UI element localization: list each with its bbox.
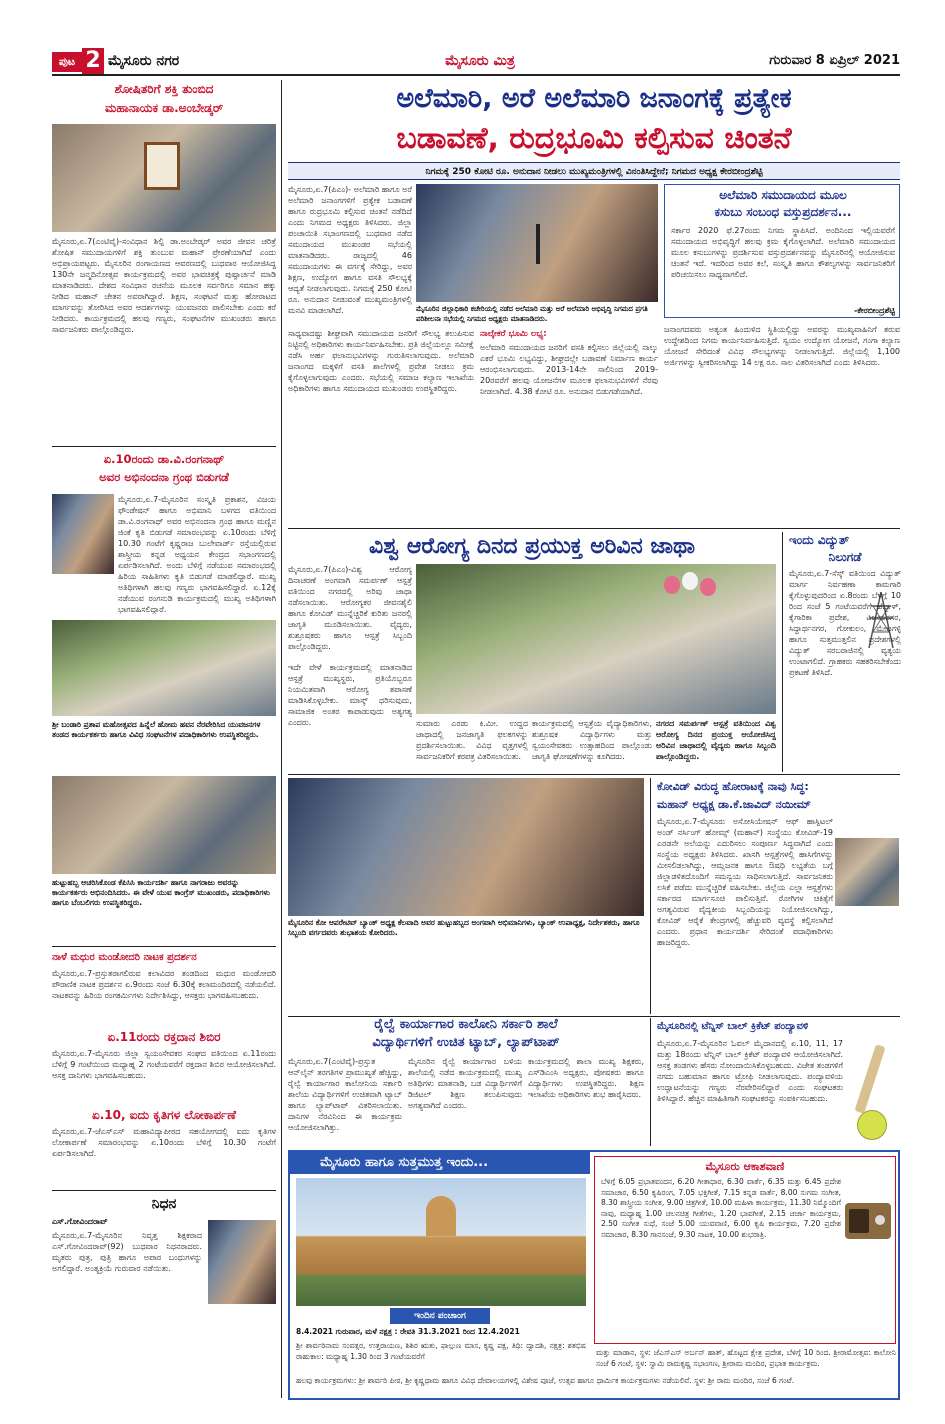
group-birthday-photo <box>288 778 644 916</box>
health-body-1: ಮೈಸೂರು,ಏ.7(ಪಿಎಂ)-ವಿಶ್ವ ಆರೋಗ್ಯ ದಿನಾಚರಣೆ ಅಂಗವಾಗಿ ಸಮರ್ಪಣ್ ಆಸ್ಪತ್ರೆ ವತಿಯಿಂದ ನಗರದಲ್ಲಿ ಅರಿವು ಜಾಥಾ ನಡೆಸಲಾಯಿತು. ಆರೋಗ್ಯಕರ ಜೀವನಶೈಲಿ ಹಾಗೂ ಕೋವಿಡ್ ಮುನ್ನೆಚ್ಚರಿಕೆ ಕುರಿತು ಜನರಲ್ಲಿ ಜಾಗೃತಿ ಮೂಡಿಸಲಾಯಿತು. ವೈದ್ಯರು, ಶುಶ್ರೂಷಕರು ಹಾಗೂ ಆಸ್ಪತ್ರೆ ಸಿಬ್ಬಂದಿ ಪಾಲ್ಗೊಂಡಿದ್ದರು. <box>288 565 412 651</box>
lead-body-3: ಅಲೆಮಾರಿ ಸಮುದಾಯದ ಜನರಿಗೆ ವಸತಿ ಕಲ್ಪಿಸಲು ಜಿಲ್ಲೆಯಲ್ಲಿ ನಾಲ್ಕು ಎಕರೆ ಭೂಮಿ ಲಭ್ಯವಿದ್ದು, ಶೀಘ್ರದಲ್ಲೇ ಬಡಾವಣೆ ನಿರ್ಮಾಣ ಕಾರ್ಯ ಆರಂಭಿಸಲಾಗುವುದು. 2013-14ನೇ ಸಾಲಿನಿಂದ 2019-20ರವರೆಗೆ ಹಲವು ಯೋಜನೆಗಳ ಮೂಲಕ ಫಲಾನುಭವಿಗಳಿಗೆ ನೆರವು ನೀಡಲಾಗಿದೆ. 4.38 ಕೋಟಿ ರೂ. ಅನುದಾನ ಬಿಡುಗಡೆಯಾಗಿದೆ. <box>480 343 658 396</box>
story-drama-body: ಮೈಸೂರು,ಏ.7-ಪ್ರಸ್ತುತರಾಗಲಿರುವ ಕಲಾವಿದರ ತಂಡದಿಂದ ಮಧುರ ಮಂಡೋದರಿ ಪೌರಾಣಿಕ ನಾಟಕ ಪ್ರದರ್ಶನ ಏ.9ರಂದು ಸಂಜೆ 6.30ಕ್ಕೆ ಕಲಾಮಂದಿರದಲ್ಲಿ ನಡೆಯಲಿದೆ. ನಾಟಕವನ್ನು ಹಿರಿಯ ರಂಗಕರ್ಮಿಗಳು ನಿರ್ದೇಶಿಸಿದ್ದು, ಆಸಕ್ತರು ಭಾಗವಹಿಸಬಹುದು. <box>52 969 276 1000</box>
story-ranganath-title-line1: ಏ.10ರಂದು ಡಾ.ವಿ.ರಂಗನಾಥ್ <box>103 452 225 466</box>
ranganath-photo <box>52 494 114 574</box>
lead-body-4: ಜನಾಂಗದವರು ಅತ್ಯಂತ ಹಿಂದುಳಿದ ಸ್ಥಿತಿಯಲ್ಲಿದ್ದು ಅವರನ್ನು ಮುಖ್ಯವಾಹಿನಿಗೆ ತರುವ ಉದ್ದೇಶದಿಂದ ನಿಗಮ ಕಾರ್ಯನಿರ್ವಹಿಸುತ್ತಿದೆ. ಸ್ವಯಂ ಉದ್ಯೋಗ ಯೋಜನೆ, ಗಂಗಾ ಕಲ್ಯಾಣ ಯೋಜನೆ ಸೇರಿದಂತೆ ವಿವಿಧ ಸೌಲಭ್ಯಗಳನ್ನು ನೀಡಲಾಗುತ್ತಿದೆ. ಜಿಲ್ಲೆಯಲ್ಲಿ 1,100 ಅರ್ಜಿಗಳನ್ನು ಸ್ವೀಕರಿಸಲಾಗಿದ್ದು 14 ಲಕ್ಷ ರೂ. ಸಾಲ ವಿತರಿಸಲಾಗಿದೆ ಎಂದು ತಿಳಿಸಿದರು. <box>664 325 900 367</box>
covid-portrait-photo <box>835 838 899 906</box>
exhibition-signature: -ಕೇರಬೀಂದ್ರಶೆಟ್ಟಿ <box>853 306 895 315</box>
story-ranganath-title <box>52 450 276 488</box>
exhibition-box <box>664 184 900 318</box>
balloon-icon <box>664 576 680 594</box>
today-events: ಮತ್ತು ಮಾಡಾನ, ಸ್ಥಳ: ಜೆಎಸ್‌ಎಸ್ ಅರ್ಬನ್ ಹಾತ್, ಹೊಟ್ಟದ ಕ್ಷೇತ್ರ ಪ್ರದೇಶ, ಬೆಳಿಗ್ಗೆ 10 ರಿಂದ. ಶ್ರೀರಾಮೋತ್ಸವ: ಕಾಲೋನಿ ಸಂಜೆ 6 ಗಂಟೆ, ಸ್ಥಳ: ಸ್ವಾಮಿ ರಾಮಕೃಷ್ಣ ಸಭಾಂಗಣ, ಶ್ರೀರಾಮ ಮಂದಿರ, ಪ್ರಭಾತ ಕಾರ್ಯಕ್ರಮ. <box>596 1348 896 1368</box>
mysore-palace-photo <box>296 1178 586 1306</box>
birthday-photo <box>52 776 276 874</box>
story-drama-title: ನಾಳೆ ಮಧುರ ಮಂಡೋದರಿ ನಾಟಕ ಪ್ರದರ್ಶನ <box>52 952 197 963</box>
lead-headline-line2: ಬಡಾವಣೆ, ರುದ್ರಭೂಮಿ ಕಲ್ಪಿಸುವ ಚಿಂತನೆ <box>396 121 792 156</box>
cricket-body: ಮೈಸೂರು,ಏ.7-ಮೈಸೂರಿನ ಓವಲ್ ಮೈದಾನದಲ್ಲಿ ಏ.10, 11, 17 ಮತ್ತು 18ರಂದು ಟೆನ್ನಿಸ್ ಬಾಲ್ ಕ್ರಿಕೆಟ್ ಪಂದ್ಯಾವಳಿ ಆಯೋಜಿಸಲಾಗಿದೆ. ಆಸಕ್ತ ತಂಡಗಳು ಹೆಸರು ನೋಂದಾಯಿಸಿಕೊಳ್ಳಬಹುದು. ವಿಜೇತ ತಂಡಗಳಿಗೆ ನಗದು ಬಹುಮಾನ ಹಾಗೂ ಟ್ರೋಫಿ ನೀಡಲಾಗುವುದು. ಪಂದ್ಯಾವಳಿಯ ಉದ್ಘಾಟನೆಯನ್ನು ಗಣ್ಯರು ನೆರವೇರಿಸಲಿದ್ದಾರೆ ಎಂದು ಸಂಘಟಕರು ತಿಳಿಸಿದ್ದಾರೆ. ಹೆಚ್ಚಿನ ಮಾಹಿತಿಗಾಗಿ ಸಂಘಟಕರನ್ನು ಸಂಪರ್ಕಿಸಬಹುದು. <box>657 1039 843 1103</box>
story-blood-body: ಮೈಸೂರು,ಏ.7-ಮೈಸೂರು ಜಿಲ್ಲಾ ಸ್ವಯಂಸೇವಕರ ಸಂಘದ ವತಿಯಿಂದ ಏ.11ರಂದು ಬೆಳಿಗ್ಗೆ 9 ಗಂಟೆಯಿಂದ ಮಧ್ಯಾಹ್ನ 2 ಗಂಟೆಯವರೆಗೆ ರಕ್ತದಾನ ಶಿಬಿರ ಆಯೋಜಿಸಲಾಗಿದೆ. ಆಸಕ್ತ ದಾನಿಗಳು ಭಾಗವಹಿಸಬಹುದು. <box>52 1049 276 1080</box>
exhibition-title-line2: ಕಸುಬು ಸಂಬಂಧ ವಸ್ತುಪ್ರದರ್ಶನ... <box>714 205 852 219</box>
railway-body-3: ಕಾರ್ಯಕ್ರಮದಲ್ಲಿ ಶಾಲಾ ಮುಖ್ಯ ಶಿಕ್ಷಕರು, ಎಸ್‌ಡಿಎಂಸಿ ಅಧ್ಯಕ್ಷರು, ಪೋಷಕರು ಹಾಗೂ ವಿದ್ಯಾರ್ಥಿಗಳು ಉಪಸ್ಥಿತರಿದ್ದರು. ಶಿಕ್ಷಣ ಇಲಾಖೆಯ ಅಧಿಕಾರಿಗಳು ಶುಭ ಹಾರೈಸಿದರು. <box>528 1057 644 1099</box>
health-headline: ವಿಶ್ವ ಆರೋಗ್ಯ ದಿನದ ಪ್ರಯುಕ್ತ ಅರಿವಿನ ಜಾಥಾ <box>369 534 695 559</box>
power-body: ಮೈಸೂರು,ಏ.7-ಸೆಸ್ಕ್ ವತಿಯಿಂದ ವಿದ್ಯುತ್ ಮಾರ್ಗ ನಿರ್ವಹಣಾ ಕಾಮಗಾರಿ ಕೈಗೊಳ್ಳುವುದರಿಂದ ಏ.8ರಂದು ಬೆಳಿಗ್ಗೆ 10 ರಿಂದ ಸಂಜೆ 5 ಗಂಟೆಯವರೆಗೆ ಹೆಬ್ಬಾಳ್, ಕೈಗಾರಿಕಾ ಪ್ರದೇಶ, ವಿಜಯನಗರ, ಸಿದ್ಧಾರ್ಥನಗರ, ಗೋಕುಲಂ, ಮೇಟಗಳ್ಳಿ ಹಾಗೂ ಸುತ್ತಮುತ್ತಲಿನ ಪ್ರದೇಶಗಳಲ್ಲಿ ವಿದ್ಯುತ್ ಸರಬರಾಜಿನಲ್ಲಿ ವ್ಯತ್ಯಯ ಉಂಟಾಗಲಿದೆ. ಗ್ರಾಹಕರು ಸಹಕರಿಸಬೇಕೆಂದು ಪ್ರಕಟಣೆ ತಿಳಿಸಿದೆ. <box>789 569 901 677</box>
radio-dial-icon <box>875 1215 885 1225</box>
column-rule <box>281 80 282 1398</box>
health-body-4: ಕಾರ್ಯಕ್ರಮದಲ್ಲಿ ಆಸ್ಪತ್ರೆಯ ವೈದ್ಯಾಧಿಕಾರಿಗಳು, ಶುಶ್ರೂಷಕ ವಿದ್ಯಾರ್ಥಿಗಳು ಮತ್ತು ಸ್ವಯಂಸೇವಕರು ಉತ್ಸಾಹದಿಂದ ಪಾಲ್ಗೊಂಡು ಜಾಗೃತಿ ಘೋಷಣೆಗಳನ್ನು ಕೂಗಿದರು. <box>532 719 652 761</box>
railway-story <box>288 1018 644 1146</box>
birthday-caption: ಹುಟ್ಟುಹಬ್ಬ ಆಚರಿಸಿಕೊಂಡ ಕೆಪಿಸಿಸಿ ಕಾರ್ಯದರ್ಶಿ ಹಾಗೂ ನಾಗರಾಜು ಅವರನ್ನು ಕಾರ್ಯಕರ್ತರು ಅಭಿನಂದಿಸಿದರು. ಈ ವೇಳೆ ಯುವ ಕಾಂಗ್ರೆಸ್ ಮುಖಂಡರು, ಪದಾಧಿಕಾರಿಗಳು ಹಾಗೂ ಬೆಂಬಲಿಗರು ಉಪಸ್ಥಿತರಿದ್ದರು. <box>52 878 270 907</box>
microphone-icon <box>536 224 540 264</box>
balloon-icon <box>682 572 698 590</box>
railway-title <box>288 1016 644 1052</box>
covid-body: ಮೈಸೂರು,ಏ.7-ಮೈಸೂರು ಅಸೋಸಿಯೇಷನ್ ಆಫ್ ಹಾಸ್ಪಿಟಲ್ ಅಂಡ್ ನರ್ಸಿಂಗ್ ಹೋಮ್ಸ್ (ಮಹಾನ್) ಸಂಸ್ಥೆಯು ಕೋವಿಡ್-19 ಎರಡನೇ ಅಲೆಯನ್ನು ಎದುರಿಸಲು ಸಂಪೂರ್ಣ ಸಿದ್ಧವಾಗಿದೆ ಎಂದು ಸಂಸ್ಥೆಯ ಅಧ್ಯಕ್ಷರು ತಿಳಿಸಿದರು. ಖಾಸಗಿ ಆಸ್ಪತ್ರೆಗಳಲ್ಲಿ ಹಾಸಿಗೆಗಳನ್ನು ಮೀಸಲಿಡಲಾಗಿದ್ದು, ಆಮ್ಲಜನಕ ಹಾಗೂ ಔಷಧಿ ಲಭ್ಯತೆಯ ಬಗ್ಗೆ ಜಿಲ್ಲಾಡಳಿತದೊಂದಿಗೆ ಸಮನ್ವಯ ಸಾಧಿಸಲಾಗುತ್ತಿದೆ. ಸಾರ್ವಜನಿಕರು ಲಸಿಕೆ ಪಡೆದು ಮುನ್ನೆಚ್ಚರಿಕೆ ವಹಿಸಬೇಕು. ಜಿಲ್ಲೆಯ ಎಲ್ಲಾ ಆಸ್ಪತ್ರೆಗಳು ಸರ್ಕಾರದ ಮಾರ್ಗಸೂಚಿ ಪಾಲಿಸುತ್ತಿವೆ. ರೋಗಿಗಳ ಚಿಕಿತ್ಸೆಗೆ ಅಗತ್ಯವಿರುವ ವೈದ್ಯಕೀಯ ಸಿಬ್ಬಂದಿಯನ್ನು ನಿಯೋಜಿಸಲಾಗಿದ್ದು, ಕೋವಿಡ್ ಆರೈಕೆ ಕೇಂದ್ರಗಳಲ್ಲಿ ಹೆಚ್ಚುವರಿ ವ್ಯವಸ್ಥೆ ಕಲ್ಪಿಸಲಾಗಿದೆ ಎಂದರು. ಪ್ರಧಾನ ಕಾರ್ಯದರ್ಶಿ ಸೇರಿದಂತೆ ಪದಾಧಿಕಾರಿಗಳು ಹಾಜರಿದ್ದರು. <box>657 817 833 947</box>
divider <box>52 446 276 447</box>
issue-date: ಗುರುವಾರ 8 ಏಪ್ರಿಲ್ 2021 <box>769 53 900 68</box>
divider <box>52 1190 276 1191</box>
story-ambedkar-title <box>52 80 276 120</box>
section-rule <box>288 774 900 775</box>
railway-body-1: ಮೈಸೂರು,ಏ.7(ಎಂಟಿವೈ)-ಪ್ರಸ್ತುತ ಆನ್‌ಲೈನ್ ತರಗತಿಗಳ ಪ್ರಾಮುಖ್ಯತೆ ಹೆಚ್ಚಿದ್ದು, ರೈಲ್ವೆ ಕಾರ್ಯಾಗಾರ ಕಾಲೋನಿಯ ಸರ್ಕಾರಿ ಶಾಲೆಯ ವಿದ್ಯಾರ್ಥಿಗಳಿಗೆ ಉಚಿತವಾಗಿ ಟ್ಯಾಬ್ ಹಾಗೂ ಲ್ಯಾಪ್‌ಟಾಪ್ ವಿತರಿಸಲಾಯಿತು. ದಾನಿಗಳ ನೆರವಿನಿಂದ ಈ ಕಾರ್ಯಕ್ರಮ ಆಯೋಜಿಸಲಾಗಿತ್ತು. <box>288 1057 402 1132</box>
portrait-frame-icon <box>144 142 180 190</box>
radio-body: ಬೆಳಿಗ್ಗೆ 6.05 ಪ್ರಭಾತವಂದನ, 6.20 ಗೀತಾಧಾರ, 6.30 ವಾರ್ತೆ, 6.35 ಮತ್ತು 6.45 ಪ್ರದೇಶ ಸಮಾಚಾರ, 6.50 ಕೃಷಿರಂಗ, 7.05 ಭಕ್ತಿಗೀತೆ, 7.15 ಕನ್ನಡ ವಾರ್ತೆ, 8.00 ಸುಗಮ ಸಂಗೀತ, 8.30 ಶಾಸ್ತ್ರೀಯ ಸಂಗೀತ, 9.00 ಚಿತ್ರಗೀತೆ, 10.00 ಮಹಿಳಾ ಕಾರ್ಯಕ್ರಮ, 11.30 ನಿಮ್ಮೊಂದಿಗೆ ನಾವು, ಮಧ್ಯಾಹ್ನ 1.00 ಚಲನಚಿತ್ರ ಗೀತೆಗಳು, 1.20 ಭಾವಗೀತೆ, 2.15 ಚರ್ಚಾ ಕಾರ್ಯಕ್ರಮ, 2.50 ಸಂಗೀತ ಸುಧೆ, ಸಂಜೆ 5.00 ಯುವವಾಣಿ, 6.00 ಕೃಷಿ ಕಾರ್ಯಕ್ರಮ, 7.20 ಪ್ರದೇಶ ಸಮಾಚಾರ, 8.30 ಗಾನಸಂಜೆ, 9.30 ನಾಟಕ, 10.00 ಶುಭರಾತ್ರಿ. <box>601 1177 841 1239</box>
lead-body-1: ಮೈಸೂರು,ಏ.7(ಪಿಎಂ)- ಅಲೆಮಾರಿ ಹಾಗೂ ಅರೆ ಅಲೆಮಾರಿ ಜನಾಂಗಗಳಿಗೆ ಪ್ರತ್ಯೇಕ ಬಡಾವಣೆ ಹಾಗೂ ರುದ್ರಭೂಮಿ ಕಲ್ಪಿಸುವ ಚಿಂತನೆ ನಡೆದಿದೆ ಎಂದು ನಿಗಮದ ಅಧ್ಯಕ್ಷರು ತಿಳಿಸಿದರು. ಜಿಲ್ಲಾ ಪಂಚಾಯಿತಿ ಸಭಾಂಗಣದಲ್ಲಿ ಬುಧವಾರ ನಡೆದ ಸಮುದಾಯದ ಮುಖಂಡರ ಸಭೆಯಲ್ಲಿ ಮಾತನಾಡಿದರು. ರಾಜ್ಯದಲ್ಲಿ 46 ಸಮುದಾಯಗಳು ಈ ವರ್ಗಕ್ಕೆ ಸೇರಿದ್ದು, ಅವರ ಶಿಕ್ಷಣ, ಉದ್ಯೋಗ ಹಾಗೂ ವಸತಿ ಸೌಲಭ್ಯಕ್ಕೆ ಆದ್ಯತೆ ನೀಡಲಾಗುವುದು. ನಿಗಮಕ್ಕೆ 250 ಕೋಟಿ ರೂ. ಅನುದಾನ ನೀಡುವಂತೆ ಮುಖ್ಯಮಂತ್ರಿಗಳಲ್ಲಿ ಮನವಿ ಮಾಡಲಾಗಿದೆ. <box>288 185 412 314</box>
story-blood-title: ಏ.11ರಂದು ರಕ್ತದಾನ ಶಿಬಿರ <box>107 1030 221 1044</box>
covid-title-line2: ಮಹಾನ್ ಅಧ್ಯಕ್ಷ ಡಾ.ಕೆ.ಜಾವಿದ್ ನಯೀಮ್ <box>657 798 811 811</box>
health-story <box>288 532 776 772</box>
lead-photo-caption: ಮೈಸೂರಿನ ಜಿಲ್ಲಾಧಿಕಾರಿ ಕಚೇರಿಯಲ್ಲಿ ನಡೆದ ಅಲೆಮಾರಿ ಮತ್ತು ಅರೆ ಅಲೆಮಾರಿ ಅಭಿವೃದ್ಧಿ ನಿಗಮದ ಪ್ರಗತಿ ಪರಿಶೀಲನಾ ಸಭೆಯಲ್ಲಿ ನಿಗಮದ ಅಧ್ಯಕ್ಷರು ಮಾತನಾಡಿದರು. <box>416 305 648 323</box>
radio-title: ಮೈಸೂರು ಆಕಾಶವಾಣಿ <box>705 1160 785 1173</box>
railway-title-line2: ವಿದ್ಯಾರ್ಥಿಗಳಿಗೆ ಉಚಿತ ಟ್ಯಾಬ್, ಲ್ಯಾಪ್‌ಟಾಪ್ <box>372 1035 560 1050</box>
lead-body-2: ಸಾಧ್ಯವಾದಷ್ಟು ಶೀಘ್ರವಾಗಿ ಸಮುದಾಯದ ಜನರಿಗೆ ಸೌಲಭ್ಯ ತಲುಪಿಸುವ ನಿಟ್ಟಿನಲ್ಲಿ ಅಧಿಕಾರಿಗಳು ಕಾರ್ಯನಿರ್ವಹಿಸಬೇಕು. ಪ್ರತಿ ಜಿಲ್ಲೆಯಲ್ಲೂ ಸಮೀಕ್ಷೆ ನಡೆಸಿ ಅರ್ಹ ಫಲಾನುಭವಿಗಳನ್ನು ಗುರುತಿಸಲಾಗುವುದು. ಅಲೆಮಾರಿ ಜನಾಂಗದ ಮಕ್ಕಳಿಗೆ ವಸತಿ ಶಾಲೆಗಳಲ್ಲಿ ಪ್ರವೇಶ ನೀಡಲು ಕ್ರಮ ಕೈಗೊಳ್ಳಲಾಗುವುದು ಎಂದರು. ಸಭೆಯಲ್ಲಿ ಸಮಾಜ ಕಲ್ಯಾಣ ಇಲಾಖೆಯ ಅಧಿಕಾರಿಗಳು ಹಾಗೂ ಸಮುದಾಯದ ಮುಖಂಡರು ಉಪಸ್ಥಿತರಿದ್ದರು. <box>288 329 474 393</box>
health-rally-photo <box>416 564 776 714</box>
story-ranganath-body: ಮೈಸೂರು,ಏ.7-ಮೈಸೂರಿನ ಸಂಸ್ಕೃತಿ ಪ್ರಕಾಶನ, ವಿಜಯ ಫೌಂಡೇಷನ್ ಹಾಗೂ ಅಭಿಮಾನಿ ಬಳಗದ ವತಿಯಿಂದ ಡಾ.ವಿ.ರಂಗನಾಥ್ ಅವರ ಅಭಿನಂದನಾ ಗ್ರಂಥ ಹಾಗೂ ಮಣ್ಣಿನ ಜಿಂಕೆ ಕೃತಿ ಬಿಡುಗಡೆ ಸಮಾರಂಭವನ್ನು ಏ.10ರಂದು ಬೆಳಿಗ್ಗೆ 10.30 ಗಂಟೆಗೆ ಕೃಷ್ಣರಾಜ ಬುಲೇವಾರ್ಡ್ ರಸ್ತೆಯಲ್ಲಿರುವ ಶಾಸ್ತ್ರೀಯ ಕನ್ನಡ ಅಧ್ಯಯನ ಕೇಂದ್ರದ ಸಭಾಂಗಣದಲ್ಲಿ ಏರ್ಪಡಿಸಲಾಗಿದೆ. ಅಂದು ಬೆಳಿಗ್ಗೆ ನಡೆಯುವ ಸಮಾರಂಭದಲ್ಲಿ ಹಿರಿಯ ಸಾಹಿತಿಗಳು ಕೃತಿ ಬಿಡುಗಡೆ ಮಾಡಲಿದ್ದಾರೆ. ಮುಖ್ಯ ಅತಿಥಿಗಳಾಗಿ ಹಲವು ಗಣ್ಯರು ಭಾಗವಹಿಸಲಿದ್ದಾರೆ. ಏ.12ಕ್ಕೆ ನಡೆಯುವ ರಂಗನುಡಿ ಕಾರ್ಯಕ್ರಮದಲ್ಲಿ ಮುಖ್ಯ ಅತಿಥಿಗಳಾಗಿ ಭಾಗವಹಿಸಲಿದ್ದಾರೆ. <box>118 495 276 614</box>
plant-ceremony-photo <box>52 620 276 716</box>
plant-ceremony-caption: ಶ್ರೀ ಬಂಡಾರಿ ಪ್ರತಾಪ ಮಹೋತ್ಸವದ ಹಿನ್ನೆಲೆ ಹೋಮ ಹವನ ನೆರವೇರಿಸಿದ ಯುವಜನಗಳ ತಂಡದ ಕಾರ್ಯಕರ್ತರು ಹಾಗೂ ವಿವಿಧ ಸಂಘಟನೆಗಳ ಪದಾಧಿಕಾರಿಗಳು ಉಪಸ್ಥಿತರಿದ್ದರು. <box>52 720 261 739</box>
radio-speaker-icon <box>849 1209 869 1233</box>
divider <box>52 946 276 947</box>
story-ambedkar-title-line2: ಮಹಾನಾಯಕ ಡಾ.ಅಂಬೇಡ್ಕರ್ <box>104 101 224 115</box>
palace-dome-icon <box>426 1196 456 1236</box>
obituary-name: ಎಸ್.ಗೋವಿಂದರಾವ್ <box>52 1217 108 1226</box>
cricket-bat-icon <box>854 1044 885 1114</box>
covid-title-line1: ಕೋವಿಡ್ ವಿರುದ್ಧ ಹೋರಾಟಕ್ಕೆ ನಾವು ಸಿದ್ಧ: <box>657 780 809 793</box>
radio-set-icon <box>845 1203 891 1239</box>
cricket-title: ಮೈಸೂರಿನಲ್ಲಿ ಟೆನ್ನಿಸ್ ಬಾಲ್ ಕ್ರಿಕೆಟ್ ಪಂದ್ಯಾವಳಿ <box>657 1021 809 1032</box>
tennis-ball-icon <box>857 1110 887 1140</box>
balloon-icon <box>700 578 716 596</box>
masthead-rule <box>52 74 900 76</box>
railway-title-line1: ರೈಲ್ವೆ ಕಾರ್ಯಾಗಾರ ಕಾಲೋನಿ ಸರ್ಕಾರಿ ಶಾಲೆ <box>374 1017 558 1032</box>
lead-strap: ನಿಗಮಕ್ಕೆ 250 ಕೋಟಿ ರೂ. ಅನುದಾನ ನೀಡಲು ಮುಖ್ಯಮಂತ್ರಿಗಳಲ್ಲಿ ವಿನಂತಿಸಿದ್ದೇನೆ; ನಿಗಮದ ಅಧ್ಯಕ್ಷ ಕೇರಬೀಂದ್ರಶೆಟ್ಟಿ <box>288 162 900 180</box>
paper-name: ಮೈಸೂರು ಮಿತ್ರ <box>445 53 515 69</box>
health-body-2: ಇದೇ ವೇಳೆ ಕಾರ್ಯಕ್ರಮದಲ್ಲಿ ಮಾತನಾಡಿದ ಆಸ್ಪತ್ರೆ ಮುಖ್ಯಸ್ಥರು, ಪ್ರತಿಯೊಬ್ಬರೂ ನಿಯಮಿತವಾಗಿ ಆರೋಗ್ಯ ತಪಾಸಣೆ ಮಾಡಿಸಿಕೊಳ್ಳಬೇಕು. ಮಾಸ್ಕ್ ಧರಿಸುವುದು, ಸಾಮಾಜಿಕ ಅಂತರ ಕಾಪಾಡುವುದು ಅತ್ಯಗತ್ಯ ಎಂದರು. <box>288 663 412 727</box>
lead-story <box>288 78 900 528</box>
story-ambedkar-body: ಮೈಸೂರು,ಏ.7(ಎಂಟಿವೈ)-ಸಂವಿಧಾನ ಶಿಲ್ಪಿ ಡಾ.ಅಂಬೇಡ್ಕರ್ ಅವರ ಜೀವನ ಚರಿತ್ರೆ ಶೋಷಿತ ಸಮುದಾಯಗಳಿಗೆ ಶಕ್ತಿ ತುಂಬುವ ಮಹಾನ್ ಪ್ರೇರಣೆಯಾಗಿದೆ ಎಂದು ಅಭಿಪ್ರಾಯಪಟ್ಟರು. ಮೈಸೂರಿನ ರಂಗಾಯಣದ ಆವರಣದಲ್ಲಿ ಬುಧವಾರ ಆಯೋಜಿಸಿದ್ದ 130ನೇ ಜನ್ಮದಿನೋತ್ಸವ ಕಾರ್ಯಕ್ರಮದಲ್ಲಿ ಅವರ ಭಾವಚಿತ್ರಕ್ಕೆ ಪುಷ್ಪಾರ್ಚನೆ ಮಾಡಿ ಮಾತನಾಡಿದರು. ದೇಶದ ಸಂವಿಧಾನ ರಚನೆಯ ಮೂಲಕ ಸರ್ವರಿಗೂ ಸಮಾನ ಹಕ್ಕು ನೀಡಿದ ಮಹಾನ್ ಚೇತನ ಅವರಾಗಿದ್ದಾರೆ. ಶಿಕ್ಷಣ, ಸಂಘಟನೆ ಮತ್ತು ಹೋರಾಟದ ಮಾರ್ಗವನ್ನು ತೋರಿಸಿದ ಅವರ ಆದರ್ಶಗಳನ್ನು ಯುವಜನರು ಪಾಲಿಸಬೇಕು ಎಂದು ಕರೆ ನೀಡಿದರು. ಕಾರ್ಯಕ್ರಮದಲ್ಲಿ ಹಲವು ಗಣ್ಯರು, ಸಂಘಟನೆಗಳ ಮುಖಂಡರು ಹಾಗೂ ಸಾರ್ವಜನಿಕರು ಪಾಲ್ಗೊಂಡಿದ್ದರು. <box>52 237 276 334</box>
panchanga-body: ಶ್ರೀ ಶಾರ್ವರಿನಾಮ ಸಂವತ್ಸರ, ಉತ್ತರಾಯಣ, ಶಿಶಿರ ಋತು, ಫಾಲ್ಗುಣ ಮಾಸ, ಕೃಷ್ಣ ಪಕ್ಷ, ತಿಥಿ: ದ್ವಾದಶಿ, ನಕ್ಷತ್ರ: ಶತಭಿಷ ರಾಹುಕಾಲ: ಮಧ್ಯಾಹ್ನ 1.30 ರಿಂದ 3 ಗಂಟೆಯವರೆಗೆ <box>296 1341 586 1361</box>
masthead <box>0 0 945 76</box>
power-title-line2: ನಿಲುಗಡೆ <box>828 550 862 564</box>
health-photo-caption: ನಗರದ ಸಮರ್ಪಣ್ ಆಸ್ಪತ್ರೆ ವತಿಯಿಂದ ವಿಶ್ವ ಆರೋಗ್ಯ ದಿನದ ಪ್ರಯುಕ್ತ ಆಯೋಜಿಸಿದ್ದ ಅರಿವಿನ ಜಾಥಾದಲ್ಲಿ ವೈದ್ಯರು ಹಾಗೂ ಸಿಬ್ಬಂದಿ ಪಾಲ್ಗೊಂಡಿದ್ದರು. <box>656 719 776 761</box>
power-title-line1: ಇಂದು ವಿದ್ಯುತ್ <box>789 533 850 547</box>
page-number: 2 <box>82 48 104 74</box>
panchanga-title: ಇಂದಿನ ಪಂಚಾಂಗ <box>390 1308 490 1324</box>
ambedkar-photo <box>52 124 276 232</box>
exhibition-title-line1: ಅಲೆಮಾರಿ ಸಮುದಾಯದ ಮೂಲ <box>719 188 847 202</box>
story-ambedkar-title-line1: ಶೋಷಿತರಿಗೆ ಶಕ್ತಿ ತುಂಬಿದ <box>114 82 214 96</box>
section-name: ಮೈಸೂರು ನಗರ <box>108 53 180 69</box>
obituary-photo <box>208 1220 276 1304</box>
story-books-title: ಏ.10, ಐದು ಕೃತಿಗಳ ಲೋಕಾರ್ಪಣೆ <box>91 1108 236 1122</box>
obituary-body: ಮೈಸೂರು,ಏ.7-ಮೈಸೂರಿನ ನಿವೃತ್ತ ಶಿಕ್ಷಕರಾದ ಎಸ್.ಗೋವಿಂದರಾವ್(92) ಬುಧವಾರ ನಿಧನರಾದರು. ಮೃತರು ಪುತ್ರ, ಪುತ್ರಿ ಹಾಗೂ ಅಪಾರ ಬಂಧುಗಳನ್ನು ಅಗಲಿದ್ದಾರೆ. ಅಂತ್ಯಕ್ರಿಯೆ ಗುರುವಾರ ನಡೆಯಿತು. <box>52 1231 202 1273</box>
lead-meeting-photo <box>416 184 658 302</box>
today-title: ಮೈಸೂರು ಹಾಗೂ ಸುತ್ತಮುತ್ತ ಇಂದು... <box>290 1152 590 1174</box>
cricket-story <box>650 1018 900 1146</box>
section-rule <box>288 528 900 529</box>
today-box <box>288 1150 900 1400</box>
page-label: ಪುಟ <box>52 52 82 72</box>
lead-headline-line1: ಅಲೆಮಾರಿ, ಅರೆ ಅಲೆಮಾರಿ ಜನಾಂಗಕ್ಕೆ ಪ್ರತ್ಯೇಕ <box>396 83 792 114</box>
lead-subhead: ನಾಲ್ಕೇಕರೆ ಭೂಮಿ ಲಭ್ಯ: <box>480 329 547 339</box>
power-title <box>789 532 901 566</box>
panchanga-date: 8.4.2021 ಗುರುವಾರ, ಮಳೆ ನಕ್ಷತ್ರ : ರೇವತಿ 31.3.2021 ರಿಂದ 12.4.2021 <box>296 1327 520 1336</box>
left-column <box>52 80 276 1400</box>
group-birthday-caption: ಮೈಸೂರಿನ ಕೋ ಆಪರೇಟಿವ್ ಬ್ಯಾಂಕ್ ಅಧ್ಯಕ್ಷ ಕೆಲವಾದಿ ಅವರ ಹುಟ್ಟುಹಬ್ಬದ ಅಂಗವಾಗಿ ಅಭಿಮಾನಿಗಳು, ಬ್ಯಾಂಕ್ ಉಪಾಧ್ಯಕ್ಷ, ನಿರ್ದೇಶಕರು, ಹಾಗೂ ಸಿಬ್ಬಂದಿ ವರ್ಗದವರು ಶುಭಾಶಯ ಕೋರಿದರು. <box>288 918 640 937</box>
today-footer: ಹಲವು ಕಾರ್ಯಕ್ರಮಗಳು: ಶ್ರೀ ಶಾರ್ವರಿ ಪೀಠ, ಶ್ರೀ ಕೃಷ್ಣಧಾಮ ಹಾಗೂ ವಿವಿಧ ದೇವಾಲಯಗಳಲ್ಲಿ ವಿಶೇಷ ಪೂಜೆ, ಉತ್ಸವ ಹಾಗೂ ಧಾರ್ಮಿಕ ಕಾರ್ಯಕ್ರಮಗಳು ನಡೆಯಲಿವೆ. ಸ್ಥಳ: ಶ್ರೀ ರಾಮ ಮಂದಿರ, ಸಂಜೆ 6 ಗಂಟೆ. <box>296 1376 795 1385</box>
health-body-3: ಸುಮಾರು ಎರಡು ಕಿ.ಮೀ. ಉದ್ದದ ಜಾಥಾದಲ್ಲಿ ಜನಜಾಗೃತಿ ಫಲಕಗಳನ್ನು ಪ್ರದರ್ಶಿಸಲಾಯಿತು. ವಿವಿಧ ವೃತ್ತಗಳಲ್ಲಿ ಸಾರ್ವಜನಿಕರಿಗೆ ಕರಪತ್ರ ವಿತರಿಸಲಾಯಿತು. <box>416 719 528 761</box>
covid-story <box>650 778 900 1014</box>
obituary-title: ನಿಧನ <box>151 1196 177 1212</box>
exhibition-body: ಸರ್ಕಾರ 2020 ಫೆ.27ರಂದು ನಿಗಮ ಸ್ಥಾಪಿಸಿದೆ. ಅಂದಿನಿಂದ ಇಲ್ಲಿಯವರೆಗೆ ಸಮುದಾಯದ ಅಭಿವೃದ್ಧಿಗೆ ಹಲವು ಕ್ರಮ ಕೈಗೊಳ್ಳಲಾಗಿದೆ. ಅಲೆಮಾರಿ ಸಮುದಾಯದ ಮೂಲ ಕಸುಬುಗಳನ್ನು ಪ್ರದರ್ಶಿಸುವ ವಸ್ತುಪ್ರದರ್ಶನವನ್ನು ಮೈಸೂರಿನಲ್ಲಿ ಆಯೋಜಿಸುವ ಚಿಂತನೆ ಇದೆ. ಇದರಿಂದ ಅವರ ಕಲೆ, ಸಂಸ್ಕೃತಿ ಹಾಗೂ ಕೌಶಲ್ಯಗಳನ್ನು ಸಾರ್ವಜನಿಕರಿಗೆ ಪರಿಚಯಿಸಲು ಸಾಧ್ಯವಾಗಲಿದೆ. <box>671 226 895 279</box>
radio-box <box>594 1156 896 1344</box>
story-ranganath-title-line2: ಅವರ ಅಭಿನಂದನಾ ಗ್ರಂಥ ಬಿಡುಗಡೆ <box>99 470 229 484</box>
story-books-body: ಮೈಸೂರು,ಏ.7-ಜೆಎಸ್‌ಎಸ್ ಮಹಾವಿದ್ಯಾಪೀಠದ ಸಹಯೋಗದಲ್ಲಿ ಐದು ಕೃತಿಗಳ ಲೋಕಾರ್ಪಣೆ ಸಮಾರಂಭವನ್ನು ಏ.10ರಂದು ಬೆಳಿಗ್ಗೆ 10.30 ಗಂಟೆಗೆ ಏರ್ಪಡಿಸಲಾಗಿದೆ. <box>52 1127 276 1158</box>
railway-body-2: ಮೈಸೂರಿನ ರೈಲ್ವೆ ಕಾರ್ಯಾಗಾರ ಬಳಿಯ ಶಾಲೆಯಲ್ಲಿ ನಡೆದ ಕಾರ್ಯಕ್ರಮದಲ್ಲಿ ಮುಖ್ಯ ಅತಿಥಿಗಳು ಮಾತನಾಡಿ, ಬಡ ವಿದ್ಯಾರ್ಥಿಗಳಿಗೆ ಡಿಜಿಟಲ್ ಶಿಕ್ಷಣ ತಲುಪಿಸುವುದು ಅಗತ್ಯವಾಗಿದೆ ಎಂದರು. <box>408 1057 522 1110</box>
covid-title <box>657 778 901 814</box>
power-cut-story <box>782 532 900 772</box>
